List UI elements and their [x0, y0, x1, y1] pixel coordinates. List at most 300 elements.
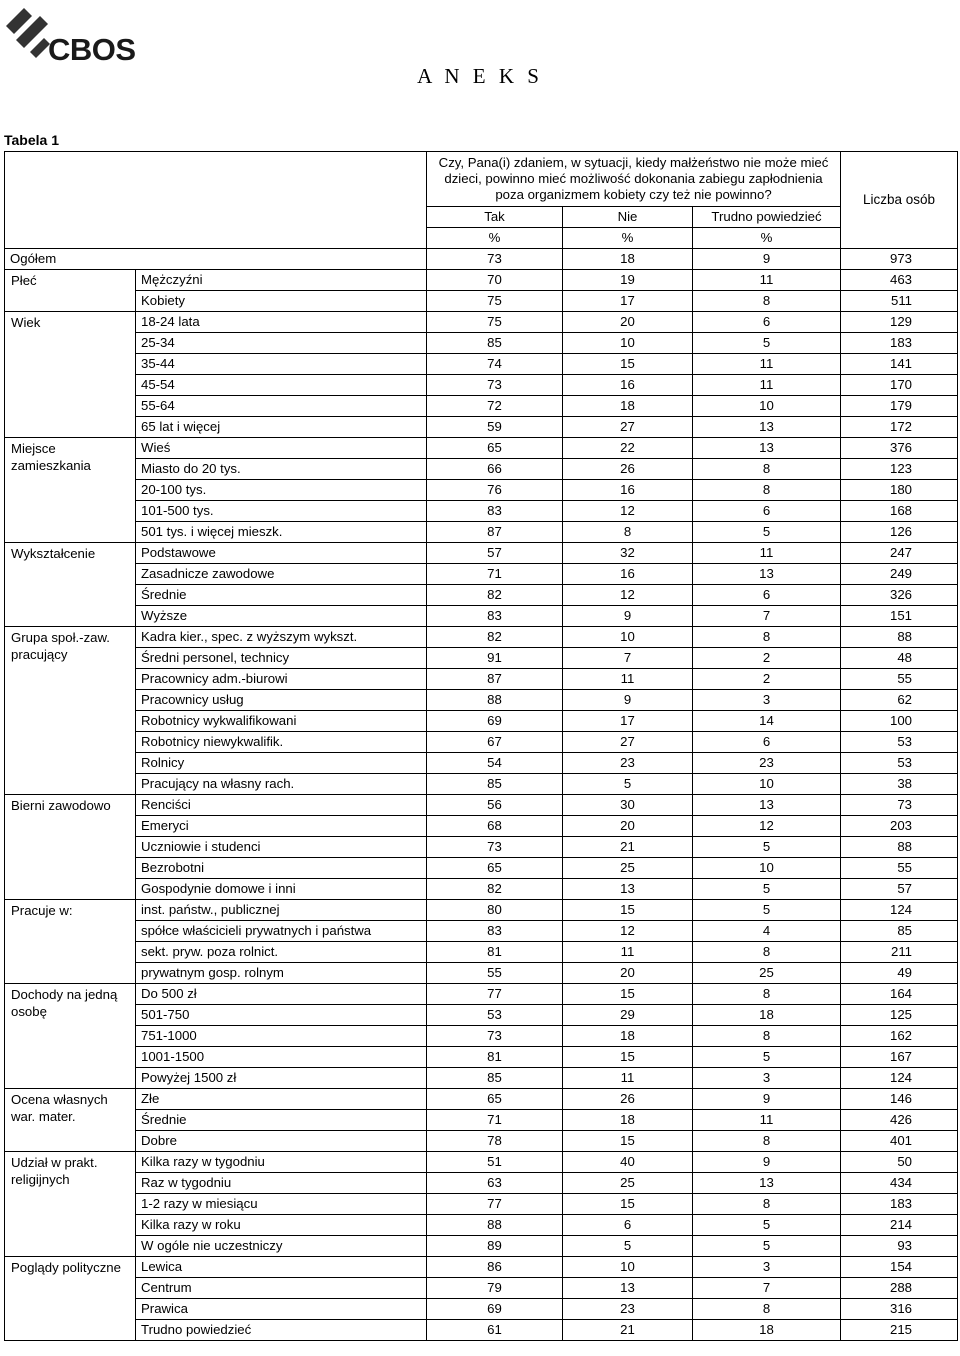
value-cell: 3 [693, 1257, 841, 1278]
group-label: Bierni zawodowo [5, 795, 136, 900]
value-cell: 63 [427, 1173, 563, 1194]
value-cell: 13 [693, 438, 841, 459]
count-cell: 154 [841, 1257, 958, 1278]
value-cell: 9 [693, 1089, 841, 1110]
value-cell: 26 [563, 1089, 693, 1110]
value-cell: 13 [693, 1173, 841, 1194]
value-cell: 65 [427, 438, 563, 459]
value-cell: 6 [563, 1215, 693, 1236]
count-cell: 162 [841, 1026, 958, 1047]
count-cell: 316 [841, 1299, 958, 1320]
count-cell: 401 [841, 1131, 958, 1152]
count-header: Liczba osób [841, 152, 958, 249]
value-cell: 29 [563, 1005, 693, 1026]
value-cell: 7 [693, 1278, 841, 1299]
value-cell: 5 [693, 837, 841, 858]
table-row [5, 648, 958, 669]
count-cell: 167 [841, 1047, 958, 1068]
value-cell: 8 [693, 459, 841, 480]
value-cell: 9 [693, 249, 841, 270]
table-row [5, 1089, 958, 1110]
group-label: Dochody na jedną osobę [5, 984, 136, 1089]
count-cell: 125 [841, 1005, 958, 1026]
value-cell: 30 [563, 795, 693, 816]
value-cell: 87 [427, 522, 563, 543]
value-cell: 71 [427, 564, 563, 585]
value-cell: 67 [427, 732, 563, 753]
value-cell: 82 [427, 585, 563, 606]
table-row [5, 291, 958, 312]
value-cell: 70 [427, 270, 563, 291]
count-cell: 326 [841, 585, 958, 606]
value-cell: 8 [693, 1131, 841, 1152]
table-row [5, 501, 958, 522]
table-row [5, 564, 958, 585]
row-label: 55-64 [136, 396, 427, 417]
row-label: Emeryci [136, 816, 427, 837]
value-cell: 55 [427, 963, 563, 984]
table-row [5, 711, 958, 732]
table-row [5, 1026, 958, 1047]
value-cell: 89 [427, 1236, 563, 1257]
cbos-logo [4, 4, 136, 67]
table-row [5, 1005, 958, 1026]
table-row [5, 459, 958, 480]
value-cell: 13 [563, 879, 693, 900]
value-cell: 10 [693, 858, 841, 879]
value-cell: 8 [563, 522, 693, 543]
row-label: Trudno powiedzieć [136, 1320, 427, 1341]
value-cell: 8 [693, 627, 841, 648]
row-label: Wieś [136, 438, 427, 459]
value-cell: 57 [427, 543, 563, 564]
value-cell: 11 [693, 1110, 841, 1131]
count-cell: 203 [841, 816, 958, 837]
count-cell: 168 [841, 501, 958, 522]
table-row [5, 816, 958, 837]
value-cell: 9 [693, 1152, 841, 1173]
group-label: Poglądy polityczne [5, 1257, 136, 1341]
value-cell: 20 [563, 963, 693, 984]
count-cell: 211 [841, 942, 958, 963]
table-row [5, 732, 958, 753]
value-cell: 83 [427, 921, 563, 942]
value-cell: 5 [693, 1215, 841, 1236]
value-cell: 4 [693, 921, 841, 942]
count-cell: 93 [841, 1236, 958, 1257]
table-row [5, 942, 958, 963]
value-cell: 15 [563, 1131, 693, 1152]
value-cell: 12 [563, 585, 693, 606]
table-row [5, 1068, 958, 1089]
row-label: Gospodynie domowe i inni [136, 879, 427, 900]
value-cell: 7 [693, 606, 841, 627]
value-cell: 73 [427, 1026, 563, 1047]
value-cell: 27 [563, 417, 693, 438]
value-cell: 5 [693, 879, 841, 900]
row-label: Kadra kier., spec. z wyższym wykszt. [136, 627, 427, 648]
table-row [5, 627, 958, 648]
value-cell: 11 [693, 543, 841, 564]
row-label: Robotnicy wykwalifikowani [136, 711, 427, 732]
value-cell: 79 [427, 1278, 563, 1299]
value-cell: 59 [427, 417, 563, 438]
value-cell: 7 [563, 648, 693, 669]
value-cell: 81 [427, 942, 563, 963]
value-cell: 8 [693, 1299, 841, 1320]
count-cell: 57 [841, 879, 958, 900]
row-label: Raz w tygodniu [136, 1173, 427, 1194]
count-cell: 434 [841, 1173, 958, 1194]
value-cell: 10 [693, 774, 841, 795]
results-table [4, 151, 958, 1341]
value-cell: 25 [563, 858, 693, 879]
table-row [5, 417, 958, 438]
count-cell: 85 [841, 921, 958, 942]
value-cell: 9 [563, 690, 693, 711]
row-label: 20-100 tys. [136, 480, 427, 501]
row-label: Kilka razy w roku [136, 1215, 427, 1236]
value-cell: 3 [693, 1068, 841, 1089]
count-cell: 511 [841, 291, 958, 312]
value-cell: 11 [693, 354, 841, 375]
count-cell: 249 [841, 564, 958, 585]
value-cell: 18 [693, 1320, 841, 1341]
table-row [5, 669, 958, 690]
count-cell: 164 [841, 984, 958, 1005]
value-cell: 40 [563, 1152, 693, 1173]
count-cell: 73 [841, 795, 958, 816]
count-cell: 126 [841, 522, 958, 543]
table-row [5, 795, 958, 816]
value-cell: 6 [693, 312, 841, 333]
corner-cell [5, 152, 427, 249]
table-row [5, 690, 958, 711]
count-cell: 183 [841, 1194, 958, 1215]
row-label: Miasto do 20 tys. [136, 459, 427, 480]
group-label: Płeć [5, 270, 136, 312]
value-cell: 53 [427, 1005, 563, 1026]
count-cell: 247 [841, 543, 958, 564]
value-cell: 54 [427, 753, 563, 774]
value-cell: 11 [693, 270, 841, 291]
value-cell: 65 [427, 1089, 563, 1110]
table-row [5, 921, 958, 942]
value-cell: 8 [693, 291, 841, 312]
value-cell: 83 [427, 501, 563, 522]
group-label: Wykształcenie [5, 543, 136, 627]
value-cell: 65 [427, 858, 563, 879]
count-cell: 49 [841, 963, 958, 984]
value-cell: 8 [693, 1026, 841, 1047]
value-cell: 85 [427, 774, 563, 795]
value-cell: 73 [427, 375, 563, 396]
value-cell: 15 [563, 1047, 693, 1068]
table-row [5, 480, 958, 501]
value-cell: 91 [427, 648, 563, 669]
count-cell: 151 [841, 606, 958, 627]
count-cell: 55 [841, 669, 958, 690]
value-cell: 71 [427, 1110, 563, 1131]
value-cell: 18 [563, 1110, 693, 1131]
total-label: Ogółem [5, 249, 427, 270]
row-label: Wyższe [136, 606, 427, 627]
row-label: spółce właścicieli prywatnych i państwa [136, 921, 427, 942]
value-cell: 88 [427, 690, 563, 711]
value-cell: 69 [427, 711, 563, 732]
count-cell: 146 [841, 1089, 958, 1110]
answer-header-no: Nie [563, 207, 693, 228]
value-cell: 66 [427, 459, 563, 480]
row-label: prywatnym gosp. rolnym [136, 963, 427, 984]
row-label: Średnie [136, 1110, 427, 1131]
value-cell: 6 [693, 501, 841, 522]
value-cell: 12 [563, 501, 693, 522]
value-cell: 10 [563, 333, 693, 354]
value-cell: 75 [427, 312, 563, 333]
count-cell: 180 [841, 480, 958, 501]
value-cell: 68 [427, 816, 563, 837]
row-label: 1-2 razy w miesiącu [136, 1194, 427, 1215]
value-cell: 3 [693, 690, 841, 711]
value-cell: 25 [693, 963, 841, 984]
table-row [5, 396, 958, 417]
value-cell: 5 [563, 1236, 693, 1257]
table-row [5, 585, 958, 606]
value-cell: 2 [693, 648, 841, 669]
count-cell: 48 [841, 648, 958, 669]
row-label: 1001-1500 [136, 1047, 427, 1068]
row-label: 65 lat i więcej [136, 417, 427, 438]
group-label: Ocena własnych war. mater. [5, 1089, 136, 1152]
value-cell: 13 [563, 1278, 693, 1299]
value-cell: 6 [693, 732, 841, 753]
value-cell: 18 [693, 1005, 841, 1026]
row-label: Rolnicy [136, 753, 427, 774]
value-cell: 21 [563, 1320, 693, 1341]
group-label: Miejsce zamieszkania [5, 438, 136, 543]
row-label: Centrum [136, 1278, 427, 1299]
row-label: 18-24 lata [136, 312, 427, 333]
table-row [5, 1110, 958, 1131]
table-row [5, 543, 958, 564]
value-cell: 16 [563, 480, 693, 501]
value-cell: 17 [563, 711, 693, 732]
table-row [5, 354, 958, 375]
table-row [5, 858, 958, 879]
table-row [5, 1215, 958, 1236]
row-label: Prawica [136, 1299, 427, 1320]
value-cell: 5 [563, 774, 693, 795]
count-cell: 124 [841, 1068, 958, 1089]
value-cell: 20 [563, 816, 693, 837]
value-cell: 10 [563, 627, 693, 648]
value-cell: 8 [693, 480, 841, 501]
row-label: Do 500 zł [136, 984, 427, 1005]
value-cell: 5 [693, 1236, 841, 1257]
row-label: Renciści [136, 795, 427, 816]
value-cell: 85 [427, 333, 563, 354]
value-cell: 61 [427, 1320, 563, 1341]
value-cell: 11 [563, 669, 693, 690]
table-row [5, 753, 958, 774]
logo-text: CBOS [48, 32, 136, 67]
value-cell: 20 [563, 312, 693, 333]
value-cell: 19 [563, 270, 693, 291]
value-cell: 23 [563, 753, 693, 774]
table-row [5, 522, 958, 543]
row-label: 501-750 [136, 1005, 427, 1026]
value-cell: 78 [427, 1131, 563, 1152]
value-cell: 8 [693, 1194, 841, 1215]
row-label: Pracownicy adm.-biurowi [136, 669, 427, 690]
value-cell: 5 [693, 900, 841, 921]
value-cell: 18 [563, 1026, 693, 1047]
value-cell: 76 [427, 480, 563, 501]
count-cell: 170 [841, 375, 958, 396]
row-label: Bezrobotni [136, 858, 427, 879]
row-label: W ogóle nie uczestniczy [136, 1236, 427, 1257]
value-cell: 13 [693, 795, 841, 816]
value-cell: 17 [563, 291, 693, 312]
value-cell: 69 [427, 1299, 563, 1320]
value-cell: 15 [563, 1194, 693, 1215]
row-label: 35-44 [136, 354, 427, 375]
value-cell: 56 [427, 795, 563, 816]
value-cell: 6 [693, 585, 841, 606]
count-cell: 55 [841, 858, 958, 879]
row-label: Średni personel, technicy [136, 648, 427, 669]
count-cell: 214 [841, 1215, 958, 1236]
table-title: Tabela 1 [4, 132, 59, 148]
count-cell: 172 [841, 417, 958, 438]
value-cell: 26 [563, 459, 693, 480]
row-label: Złe [136, 1089, 427, 1110]
value-cell: 5 [693, 333, 841, 354]
value-cell: 75 [427, 291, 563, 312]
table-row [5, 438, 958, 459]
value-cell: 85 [427, 1068, 563, 1089]
count-cell: 426 [841, 1110, 958, 1131]
count-cell: 183 [841, 333, 958, 354]
value-cell: 86 [427, 1257, 563, 1278]
unit-header: % [427, 228, 563, 249]
count-cell: 376 [841, 438, 958, 459]
table-row [5, 900, 958, 921]
table-row [5, 270, 958, 291]
value-cell: 11 [563, 942, 693, 963]
row-label: 25-34 [136, 333, 427, 354]
table-row [5, 375, 958, 396]
value-cell: 27 [563, 732, 693, 753]
value-cell: 15 [563, 984, 693, 1005]
table-row [5, 1320, 958, 1341]
value-cell: 10 [563, 1257, 693, 1278]
table-row [5, 1131, 958, 1152]
value-cell: 77 [427, 1194, 563, 1215]
count-cell: 50 [841, 1152, 958, 1173]
count-cell: 463 [841, 270, 958, 291]
value-cell: 51 [427, 1152, 563, 1173]
row-label: 45-54 [136, 375, 427, 396]
value-cell: 73 [427, 249, 563, 270]
table-row [5, 1152, 958, 1173]
table-row [5, 837, 958, 858]
answer-header-yes: Tak [427, 207, 563, 228]
count-cell: 38 [841, 774, 958, 795]
count-cell: 973 [841, 249, 958, 270]
count-cell: 62 [841, 690, 958, 711]
value-cell: 88 [427, 1215, 563, 1236]
value-cell: 18 [563, 249, 693, 270]
table-row [5, 963, 958, 984]
value-cell: 74 [427, 354, 563, 375]
row-label: Robotnicy niewykwalifik. [136, 732, 427, 753]
row-label: sekt. pryw. poza rolnict. [136, 942, 427, 963]
value-cell: 2 [693, 669, 841, 690]
count-cell: 100 [841, 711, 958, 732]
row-label: Pracownicy usług [136, 690, 427, 711]
value-cell: 77 [427, 984, 563, 1005]
unit-header: % [693, 228, 841, 249]
value-cell: 23 [693, 753, 841, 774]
value-cell: 83 [427, 606, 563, 627]
value-cell: 22 [563, 438, 693, 459]
value-cell: 18 [563, 396, 693, 417]
value-cell: 14 [693, 711, 841, 732]
table-row [5, 984, 958, 1005]
value-cell: 15 [563, 900, 693, 921]
row-label: Pracujący na własny rach. [136, 774, 427, 795]
row-label: Kilka razy w tygodniu [136, 1152, 427, 1173]
table-row [5, 1278, 958, 1299]
row-label: Uczniowie i studenci [136, 837, 427, 858]
value-cell: 32 [563, 543, 693, 564]
value-cell: 87 [427, 669, 563, 690]
value-cell: 72 [427, 396, 563, 417]
table-row [5, 333, 958, 354]
row-label: inst. państw., publicznej [136, 900, 427, 921]
count-cell: 123 [841, 459, 958, 480]
value-cell: 23 [563, 1299, 693, 1320]
row-label: Zasadnicze zawodowe [136, 564, 427, 585]
row-label: Dobre [136, 1131, 427, 1152]
value-cell: 16 [563, 375, 693, 396]
annex-title: A N E K S [417, 64, 543, 88]
value-cell: 82 [427, 627, 563, 648]
value-cell: 73 [427, 837, 563, 858]
total-row [5, 249, 958, 270]
value-cell: 9 [563, 606, 693, 627]
count-cell: 53 [841, 753, 958, 774]
value-cell: 12 [563, 921, 693, 942]
table-row [5, 879, 958, 900]
value-cell: 8 [693, 984, 841, 1005]
value-cell: 13 [693, 564, 841, 585]
value-cell: 81 [427, 1047, 563, 1068]
row-label: Średnie [136, 585, 427, 606]
table-row [5, 1257, 958, 1278]
table-row [5, 1047, 958, 1068]
count-cell: 288 [841, 1278, 958, 1299]
row-label: 101-500 tys. [136, 501, 427, 522]
value-cell: 13 [693, 417, 841, 438]
value-cell: 15 [563, 354, 693, 375]
value-cell: 82 [427, 879, 563, 900]
unit-header: % [563, 228, 693, 249]
count-cell: 129 [841, 312, 958, 333]
table-row [5, 606, 958, 627]
